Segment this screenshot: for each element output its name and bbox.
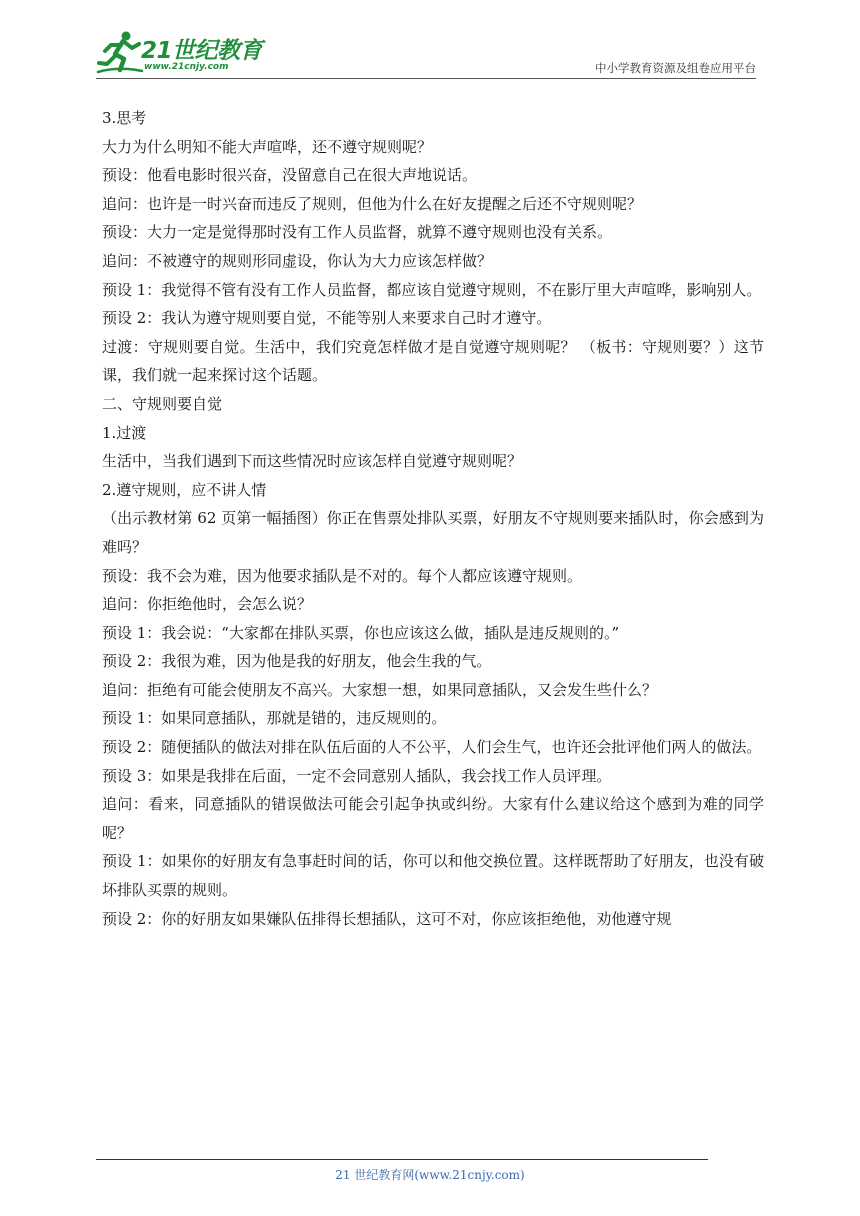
paragraph: 大力为什么明知不能大声喧哗，还不遵守规则呢？ [102, 137, 433, 156]
paragraph: 追问：不被遵守的规则形同虚设，你认为大力应该怎样做？ [102, 251, 493, 270]
paragraph: 预设 1：我觉得不管有没有工作人员监督，都应该自觉遵守规则，不在影厅里大声喧哗，影响别人。 [102, 280, 762, 299]
paragraph: 追问：你拒绝他时，会怎么说？ [102, 595, 313, 614]
logo-url: www.21cnjy.com [144, 62, 229, 72]
paragraph: 预设 3：如果是我排在后面，一定不会同意别人插队，我会找工作人员评理。 [102, 766, 612, 785]
paragraph: 预设 1：如果同意插队，那就是错的，违反规则的。 [102, 709, 447, 728]
footer-source: 21 世纪教育网(www.21cnjy.com) [335, 1168, 525, 1182]
paragraph: 追问：也许是一时兴奋而违反了规则，但他为什么在好友提醒之后还不守规则呢？ [102, 194, 643, 213]
paragraph: 预设：大力一定是觉得那时没有工作人员监督，就算不遵守规则也没有关系。 [102, 223, 613, 242]
paragraph: 预设 2：我认为遵守规则要自觉，不能等别人来要求自己时才遵守。 [102, 309, 552, 328]
paragraph: 预设 1：如果你的好朋友有急事赶时间的话，你可以和他交换位置。这样既帮助了好朋友，也没有破坏排队买票的规则。 [102, 852, 764, 900]
header-divider [96, 78, 756, 79]
platform-tagline: 中小学教育资源及组卷应用平台 [595, 61, 756, 75]
paragraph: 预设 2：你的好朋友如果嫌队伍排得长想插队，这可不对，你应该拒绝他，劝他遵守规 [102, 909, 672, 928]
site-logo [96, 30, 266, 78]
paragraph: 预设 1：我会说：“大家都在排队买票，你也应该这么做，插队是违反规则的。” [102, 623, 620, 642]
paragraph: 预设 2：随便插队的做法对排在队伍后面的人不公平，人们会生气，也许还会批评他们两人的做法。 [102, 738, 762, 757]
paragraph: （出示教材第 62 页第一幅插图）你正在售票处排队买票，好朋友不守规则要来插队时，你会感到为难吗？ [102, 509, 764, 556]
paragraph: 预设：他看电影时很兴奋，没留意自己在很大声地说话。 [102, 166, 478, 185]
paragraph: 预设：我不会为难，因为他要求插队是不对的。每个人都应该遵守规则。 [102, 566, 583, 585]
section-heading: 二、守规则要自觉 [102, 394, 223, 413]
paragraph: 3.思考 [102, 109, 147, 127]
document-body [102, 104, 764, 933]
paragraph: 追问：拒绝有可能会使朋友不高兴。大家想一想，如果同意插队，又会发生些什么？ [102, 680, 658, 699]
page-header [0, 0, 860, 82]
logo-text: 21世纪教育 [141, 38, 263, 64]
footer-divider [96, 1159, 708, 1160]
subsection-heading: 1.过渡 [102, 423, 147, 442]
paragraph: 过渡：守规则要自觉。生活中，我们究竟怎样做才是自觉遵守规则呢？ （板书：守规则要？）这节课，我们就一起来探讨这个话题。 [102, 337, 764, 385]
runner-logo-icon [96, 30, 144, 76]
paragraph: 预设 2：我很为难，因为他是我的好朋友，他会生我的气。 [102, 652, 492, 671]
paragraph: 生活中，当我们遇到下而这些情况时应该怎样自觉遵守规则呢？ [102, 452, 523, 471]
paragraph: 追问：看来，同意插队的错误做法可能会引起争执或纠纷。大家有什么建议给这个感到为难的同学呢？ [102, 795, 764, 842]
subsection-heading: 2.遵守规则，应不讲人情 [102, 480, 267, 499]
